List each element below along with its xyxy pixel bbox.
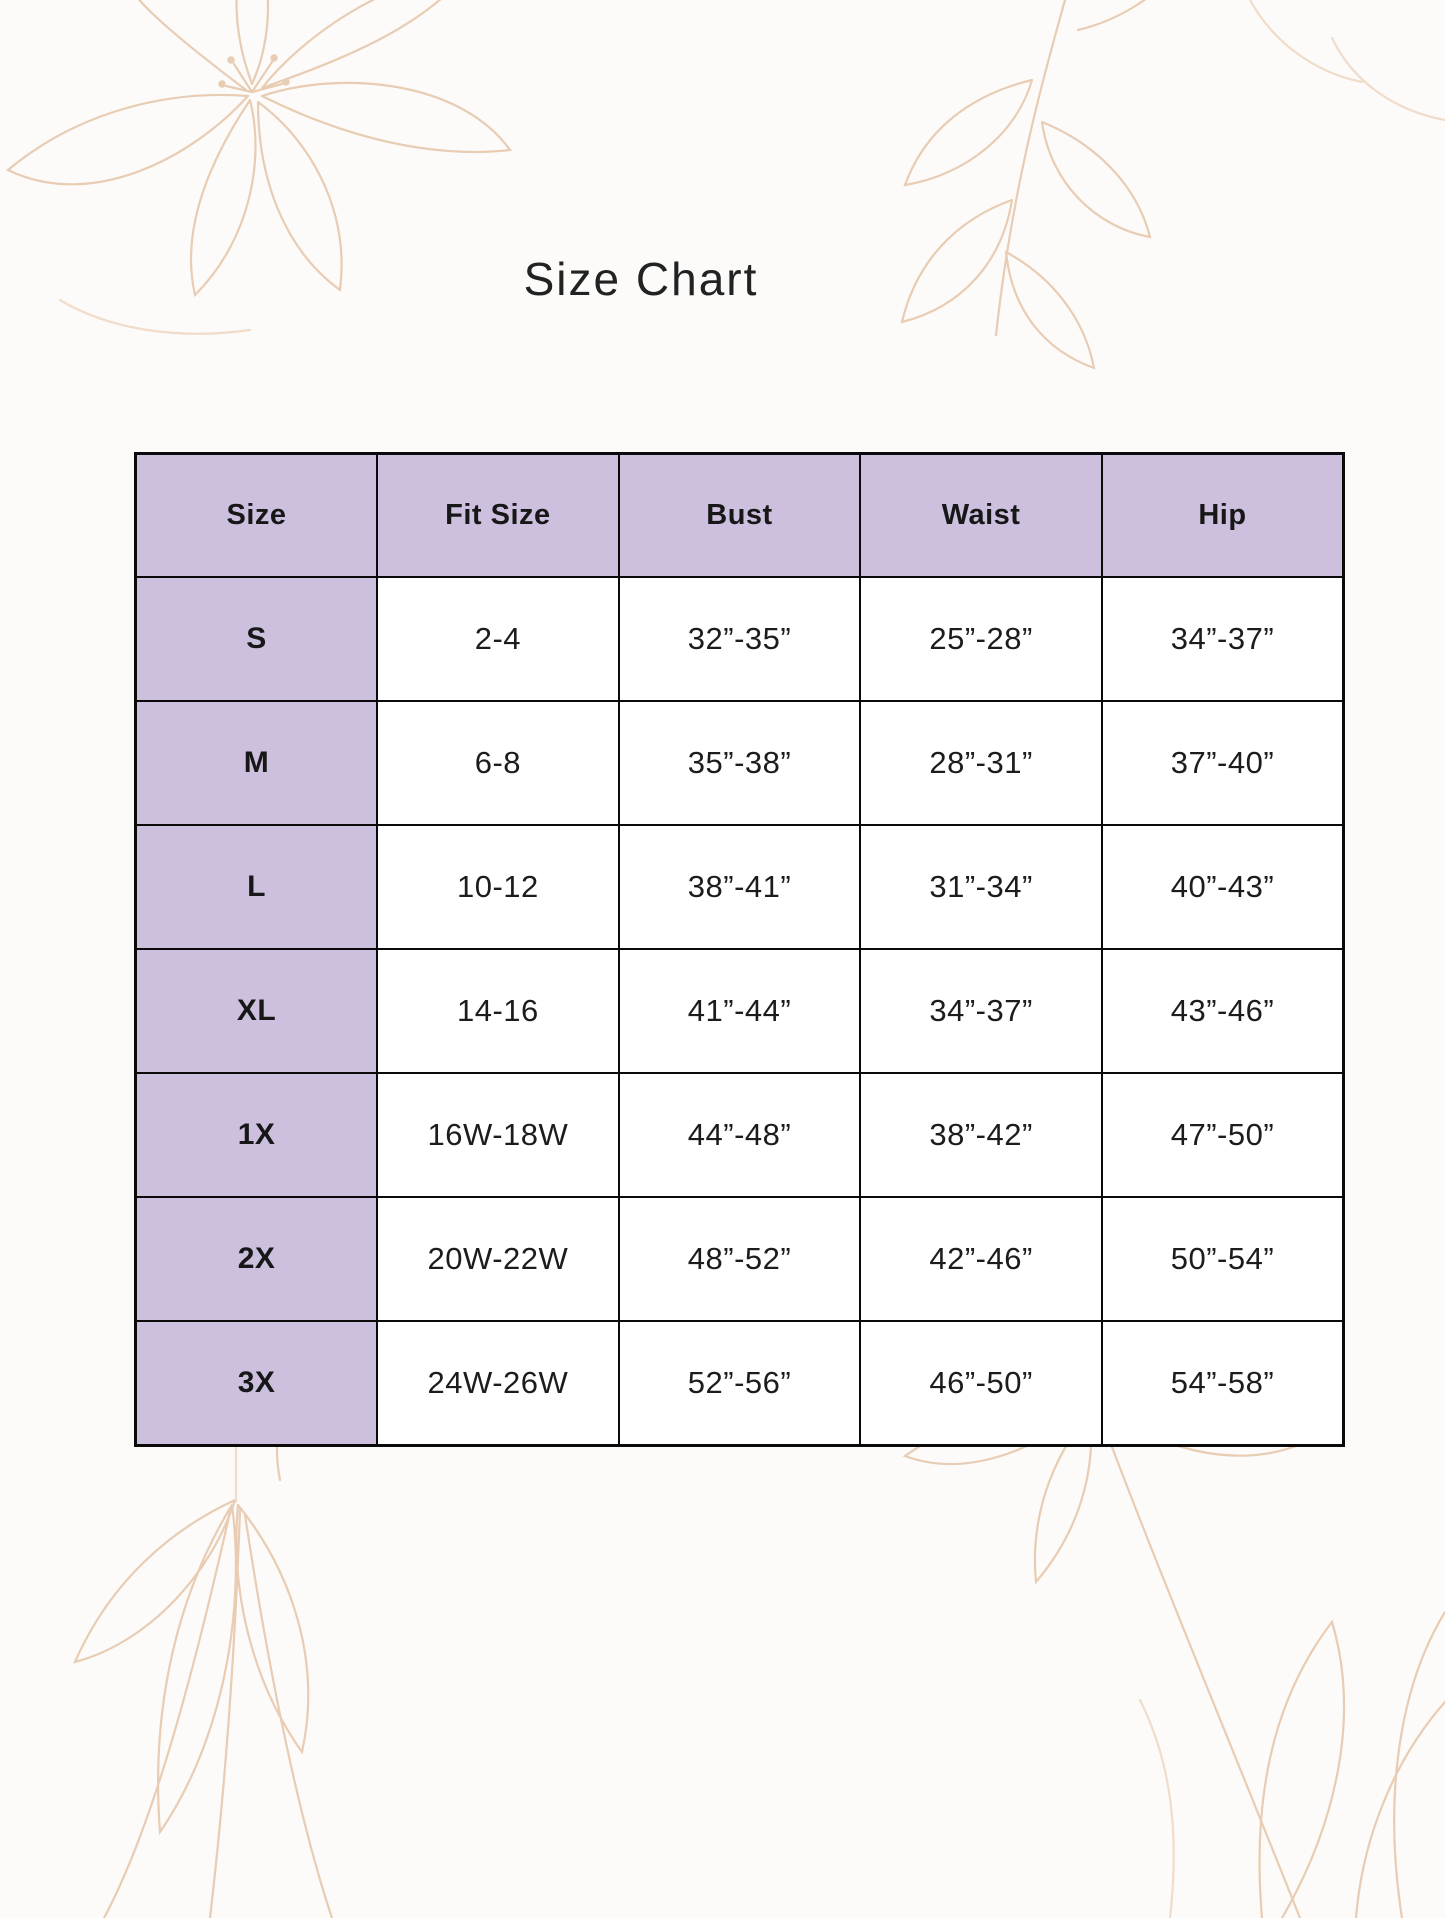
bust-cell: 48”-52” — [619, 1197, 861, 1321]
row-label-cell: M — [136, 701, 378, 825]
fit-size-cell: 14-16 — [377, 949, 619, 1073]
row-label-cell: XL — [136, 949, 378, 1073]
row-label-cell: L — [136, 825, 378, 949]
header-row — [136, 454, 1344, 578]
waist-cell: 42”-46” — [860, 1197, 1102, 1321]
table-row — [136, 701, 1344, 825]
row-label-cell: 3X — [136, 1321, 378, 1446]
table-row — [136, 949, 1344, 1073]
fit-size-cell: 20W-22W — [377, 1197, 619, 1321]
column-header-bust: Bust — [619, 454, 861, 578]
column-header-waist: Waist — [860, 454, 1102, 578]
bust-cell: 32”-35” — [619, 577, 861, 701]
page-title: Size Chart — [523, 253, 759, 305]
bust-cell: 35”-38” — [619, 701, 861, 825]
column-header-fit-size: Fit Size — [377, 454, 619, 578]
waist-cell: 38”-42” — [860, 1073, 1102, 1197]
waist-cell: 34”-37” — [860, 949, 1102, 1073]
hip-cell: 37”-40” — [1102, 701, 1344, 825]
waist-cell: 46”-50” — [860, 1321, 1102, 1446]
table-row — [136, 1197, 1344, 1321]
waist-cell: 28”-31” — [860, 701, 1102, 825]
hip-cell: 40”-43” — [1102, 825, 1344, 949]
table-row — [136, 1321, 1344, 1446]
bust-cell: 52”-56” — [619, 1321, 861, 1446]
hip-cell: 54”-58” — [1102, 1321, 1344, 1446]
row-label-cell: 1X — [136, 1073, 378, 1197]
bust-cell: 44”-48” — [619, 1073, 861, 1197]
bust-cell: 38”-41” — [619, 825, 861, 949]
fit-size-cell: 6-8 — [377, 701, 619, 825]
table-row — [136, 1073, 1344, 1197]
hip-cell: 34”-37” — [1102, 577, 1344, 701]
fit-size-cell: 2-4 — [377, 577, 619, 701]
waist-cell: 31”-34” — [860, 825, 1102, 949]
row-label-cell: S — [136, 577, 378, 701]
table-row — [136, 825, 1344, 949]
hip-cell: 50”-54” — [1102, 1197, 1344, 1321]
waist-cell: 25”-28” — [860, 577, 1102, 701]
fit-size-cell: 24W-26W — [377, 1321, 619, 1446]
bust-cell: 41”-44” — [619, 949, 861, 1073]
column-header-size: Size — [136, 454, 378, 578]
hip-cell: 43”-46” — [1102, 949, 1344, 1073]
floral-sketch-top-right — [902, 0, 1445, 368]
row-label-cell: 2X — [136, 1197, 378, 1321]
table-row — [136, 577, 1344, 701]
hip-cell: 47”-50” — [1102, 1073, 1344, 1197]
size-chart-table — [134, 452, 1345, 1447]
fit-size-cell: 16W-18W — [377, 1073, 619, 1197]
fit-size-cell: 10-12 — [377, 825, 619, 949]
column-header-hip: Hip — [1102, 454, 1344, 578]
